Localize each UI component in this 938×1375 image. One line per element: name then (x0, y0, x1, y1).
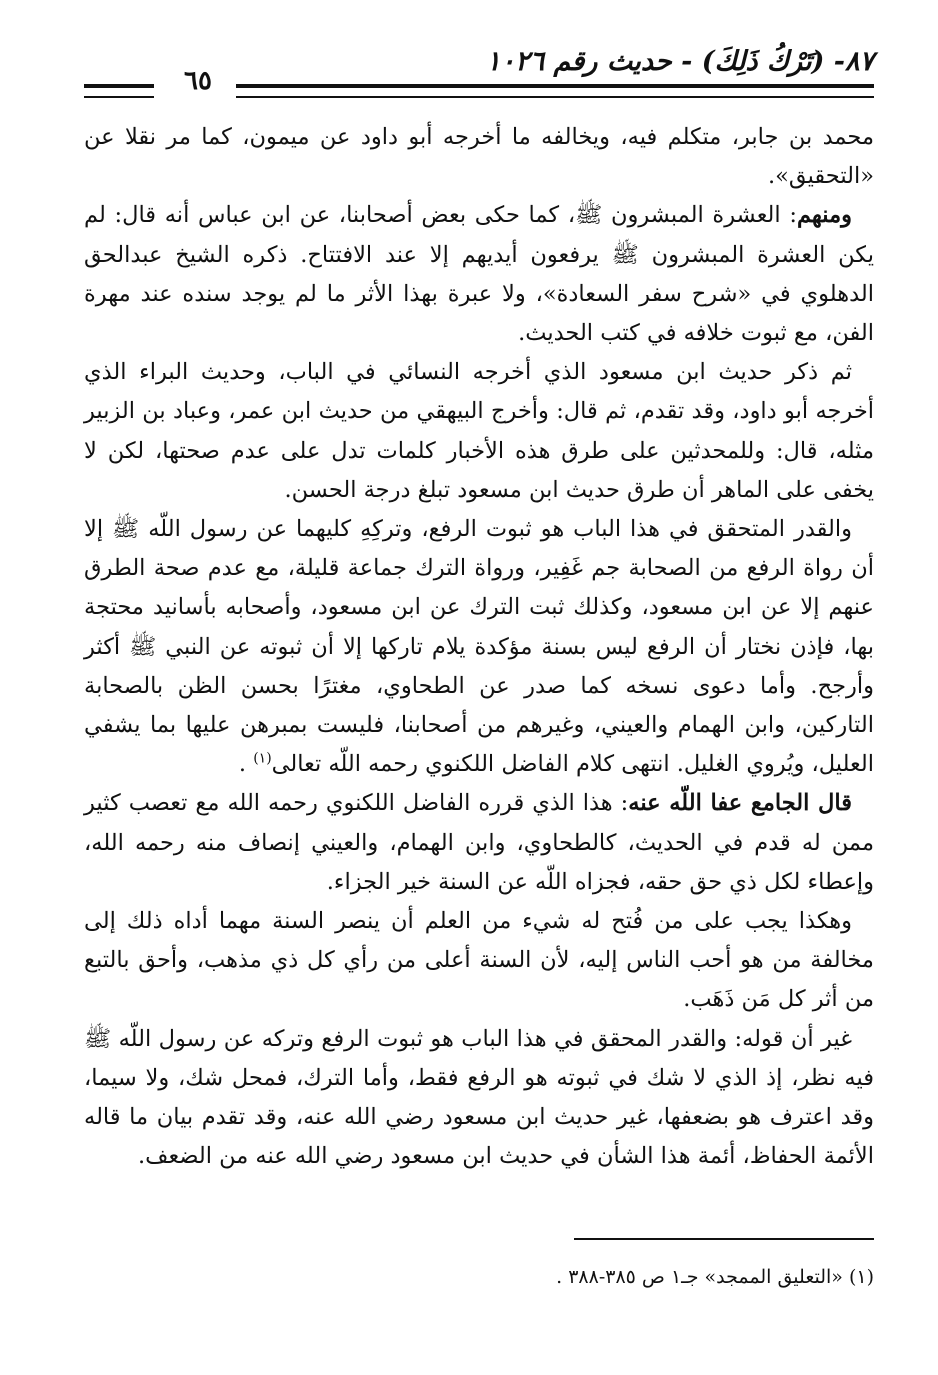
paragraph-text: وهكذا يجب على من فُتح له شيء من العلم أن ينصر السنة مهما أداه ذلك إلى مخالفة من هو أحب الناس إليه، لأن السنة أعلى من رأي كل ذي مذهب، وأحق بالتبع من أثر كل مَن ذَهَب. (84, 908, 874, 1013)
paragraph-text: : هذا الذي قرره الفاضل اللكنوي رحمه الله مع تعصب كثير ممن له قدم في الحديث، كالطحاوي، وابن الهمام، والعيني إنصاف منه رحمه الله، وإعطاء لكل ذي حق حقه، فجزاه اللّه عن السنة خير الجزاء. (84, 790, 874, 895)
main-text (84, 118, 874, 1176)
header-rule-right (236, 84, 874, 98)
paragraph-text: : العشرة المبشرون ﷺ، كما حكى بعض أصحابنا، عن ابن عباس أنه قال: لم يكن العشرة المبشرون ﷺ يرفعون أيديهم إلا عند الافتتاح. ذكره الشيخ عبدالحق الدهلوي في «شرح سفر السعادة»، ولا عبرة بهذا الأثر ما لم يوجد سنده عند مهرة الفن، مع ثبوت خلافه في كتب الحديث. (84, 202, 874, 347)
footnote-reference[interactable]: (١) (253, 750, 272, 767)
header-rule-left (84, 84, 154, 98)
page-number: ٦٥ (184, 66, 212, 96)
paragraph-2 (84, 196, 874, 353)
paragraph-4 (84, 510, 874, 784)
footnote: (١) «التعليق الممجد» جـ١ ص ٣٨٥-٣٨٨ . (556, 1266, 874, 1288)
paragraph-3 (84, 353, 874, 510)
paragraph-lead: ومنهم (796, 202, 852, 229)
paragraph-6 (84, 902, 874, 1020)
footnote-separator (574, 1238, 874, 1240)
running-title: ٨٧- (تَرْكُ ذَلِكَ) - حديث رقم ١٠٢٦ (486, 46, 874, 77)
paragraph-lead: قال الجامع عفا اللّه عنه (628, 790, 852, 817)
page-header (84, 46, 874, 102)
paragraph-text: والقدر المتحقق في هذا الباب هو ثبوت الرفع، وتركِهِ كليهما عن رسول اللّه ﷺ إلا أن رواة الرفع من الصحابة جم غَفِير، ورواة الترك جماعة قليلة، مع عدم صحة الطرق عنهم إلا عن ابن مسعود، وكذلك ثبت الترك عن ابن مسعود، وأصحابه بأسانيد محتجة بها، فإذن نختار أن الرفع ليس بسنة مؤكدة يلام تاركها إلا أن ثبوته عن النبي ﷺ أكثر وأرجح. وأما دعوى نسخه كما صدر عن الطحاوي، مغترًا بحسن الظن بالصحابة التاركين، وابن الهمام والعيني، وغيرهم من أصحابنا، فليست بمبرهن عليها بما يشفي العليل، ويُروي الغليل. انتهى كلام الفاضل اللكنوي رحمه اللّه تعالى (84, 516, 874, 778)
paragraph-tail: . (238, 751, 254, 778)
paragraph-text: محمد بن جابر، متكلم فيه، ويخالفه ما أخرجه أبو داود عن ميمون، كما مر نقلا عن «التحقيق». (84, 124, 874, 190)
paragraph-1 (84, 118, 874, 196)
paragraph-text: غير أن قوله: والقدر المحقق في هذا الباب هو ثبوت الرفع وتركه عن رسول اللّه ﷺ فيه نظر، إذ الذي لا شك في ثبوته هو الرفع فقط، وأما الترك، فمحل شك، ولا سيما، وقد اعترف هو بضعفها، غير حديث ابن مسعود رضي الله عنه، وقد تقدم بيان ما قاله الأئمة الحفاظ، أئمة هذا الشأن في حديث ابن مسعود رضي الله عنه من الضعف. (84, 1025, 874, 1170)
paragraph-5 (84, 784, 874, 902)
paragraph-text: ثم ذكر حديث ابن مسعود الذي أخرجه النسائي في الباب، وحديث البراء الذي أخرجه أبو داود، وقد تقدم، ثم قال: وأخرج البيهقي من حديث ابن عمر، وعباد بن الزبير مثله، قال: وللمحدثين على طرق هذه الأخبار كلمات تدل على عدم صحتها، لكن لا يخفى على الماهر أن طرق حديث ابن مسعود تبلغ درجة الحسن. (84, 359, 874, 503)
paragraph-7 (84, 1020, 874, 1177)
